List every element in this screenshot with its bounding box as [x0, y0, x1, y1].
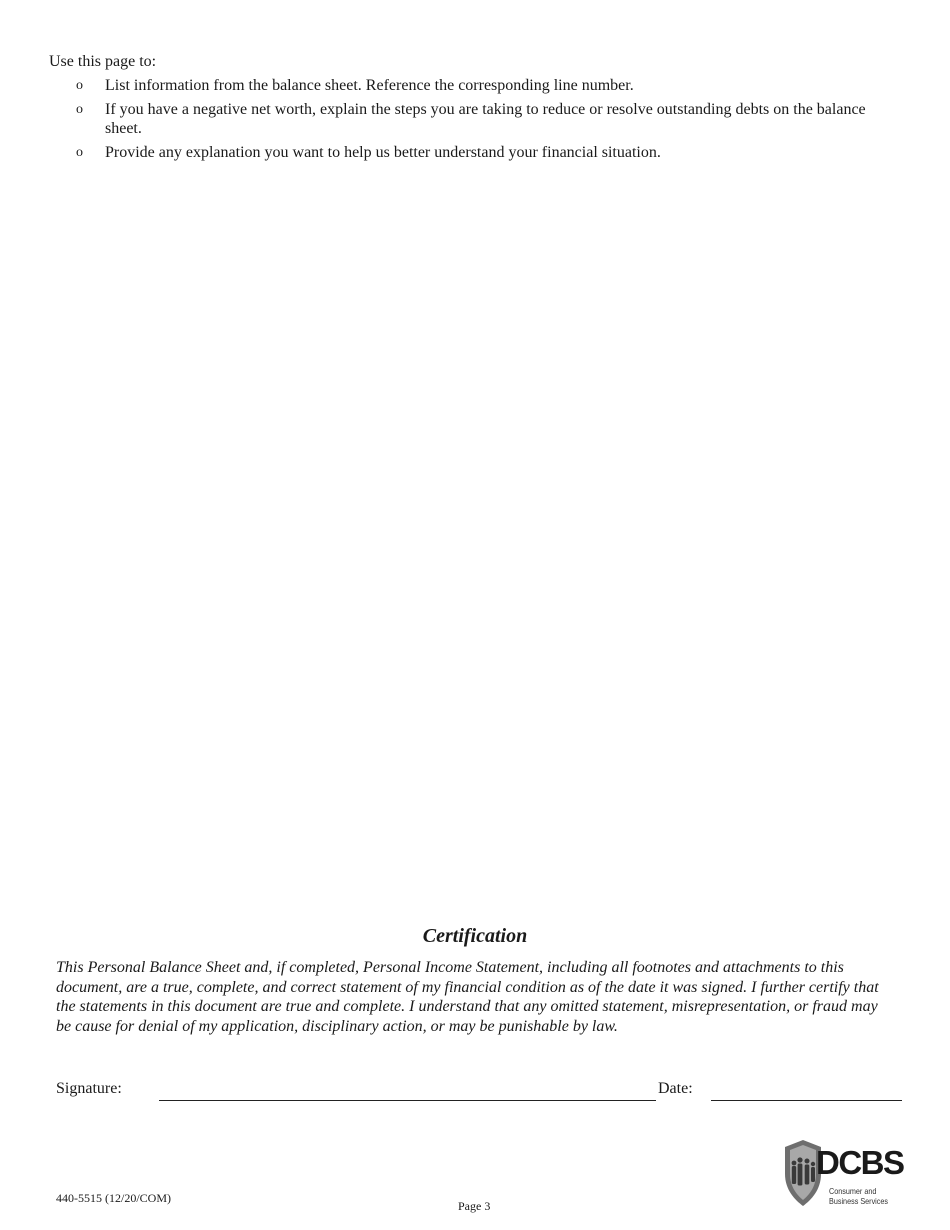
- instruction-text: List information from the balance sheet. Reference the corresponding line number.: [105, 77, 634, 94]
- dcbs-logo: [783, 1138, 904, 1210]
- certification-title: Certification: [422, 925, 528, 947]
- logo-wordmark: DCBS: [816, 1144, 904, 1181]
- instruction-item: [74, 100, 874, 138]
- instruction-text: Provide any explanation you want to help us better understand your financial situation.: [105, 144, 661, 161]
- bullet-circle-icon: o: [76, 145, 83, 160]
- form-number: 440-5515 (12/20/COM): [56, 1191, 171, 1205]
- signature-field[interactable]: [159, 1100, 656, 1101]
- bullet-circle-icon: o: [76, 78, 83, 93]
- date-field[interactable]: [711, 1100, 902, 1101]
- instruction-list: [74, 76, 874, 167]
- logo-subtitle: Consumer and: [829, 1186, 877, 1196]
- date-label: Date:: [658, 1080, 693, 1097]
- instruction-text: If you have a negative net worth, explain the steps you are taking to reduce or resolve outstanding debts on the balance sheet.: [105, 101, 866, 137]
- bullet-circle-icon: o: [76, 102, 83, 117]
- page-number: Page 3: [458, 1199, 491, 1213]
- instruction-item: [74, 76, 874, 95]
- instruction-item: [74, 143, 874, 162]
- logo-subtitle: Business Services: [829, 1196, 889, 1206]
- intro-text: Use this page to:: [49, 53, 157, 70]
- signature-label: Signature:: [56, 1080, 122, 1097]
- certification-statement: This Personal Balance Sheet and, if completed, Personal Income Statement, including all footnotes and attachments to this document, are a true, complete, and correct statement of my financial condition as of the date it was signed. I further certify that the statements in this document are true and complete. I understand that any omitted statement, misrepresentation, or fraud may be cause for denial of my application, disciplinary action, or may be punishable by law.: [56, 959, 879, 1035]
